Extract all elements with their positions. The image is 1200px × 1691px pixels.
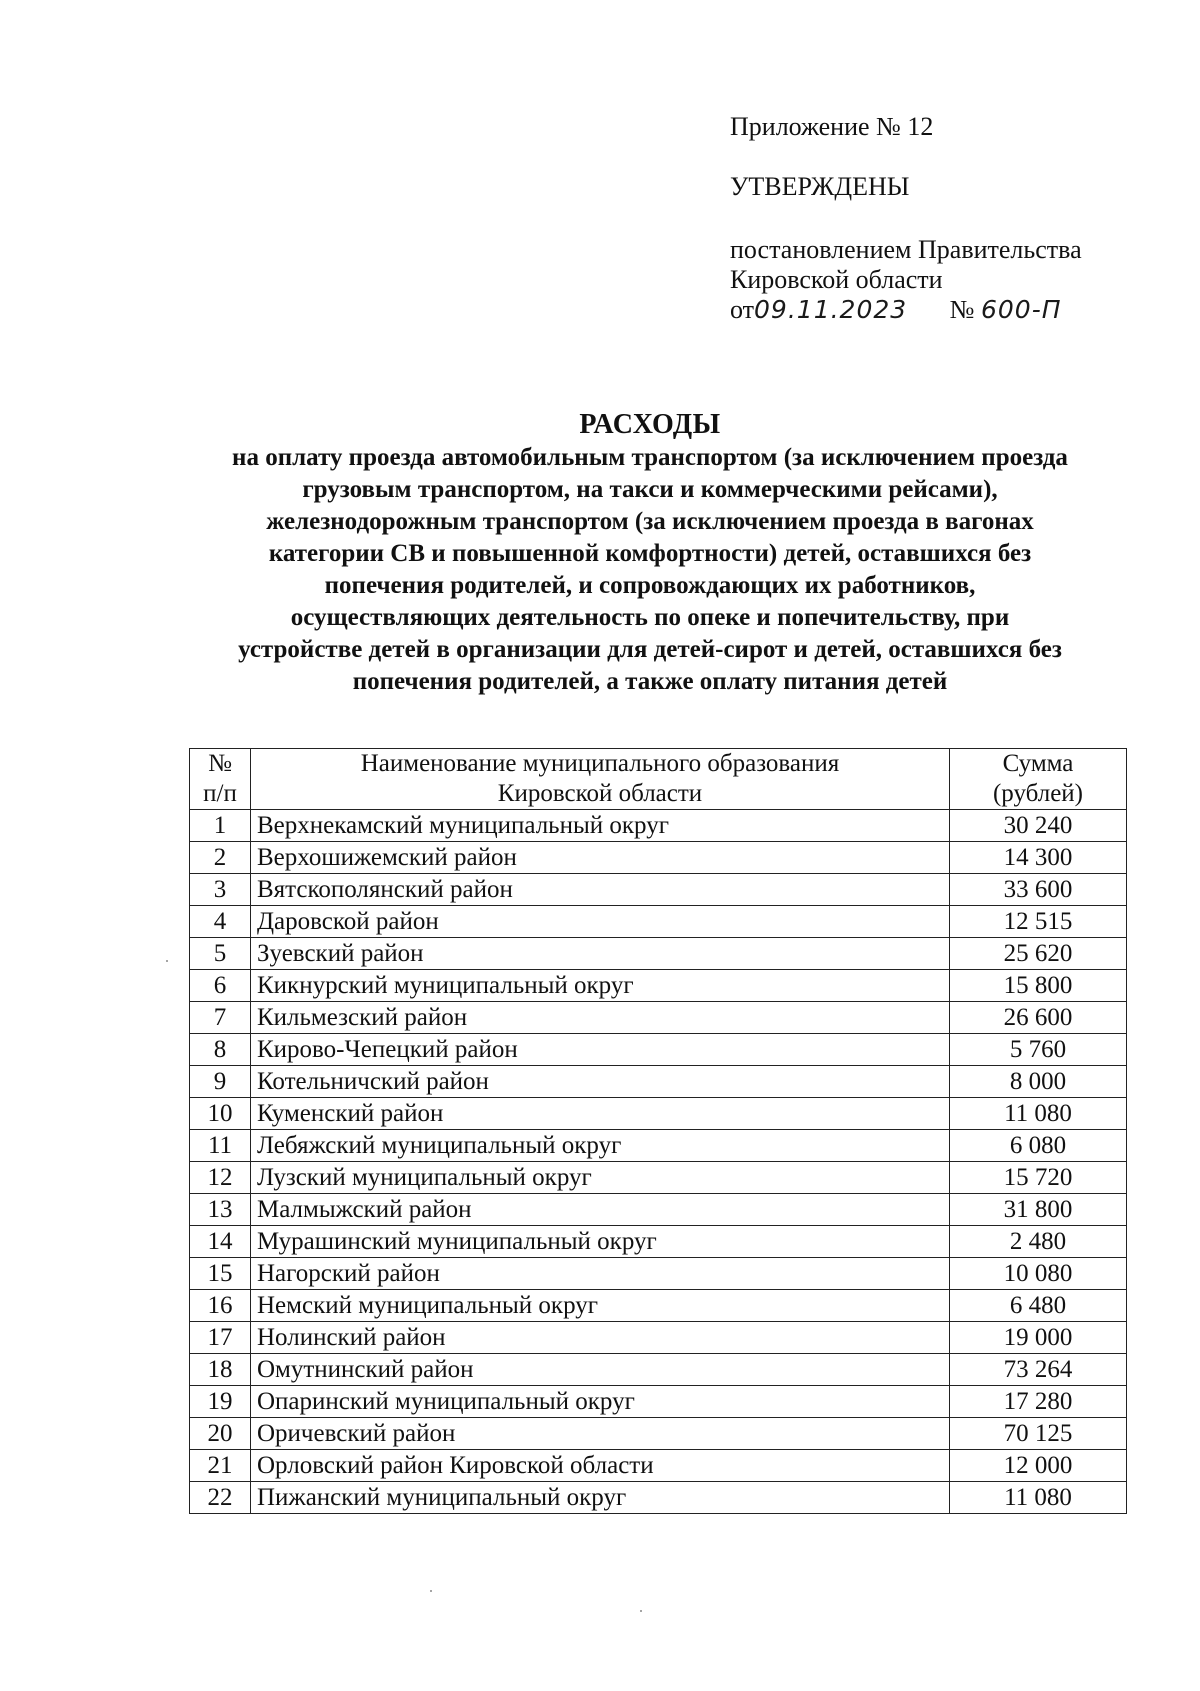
row-municipality-name: Зуевский район <box>251 938 950 970</box>
row-sum: 5 760 <box>950 1034 1127 1066</box>
row-number: 20 <box>190 1418 251 1450</box>
handwritten-number: 600-П <box>980 295 1062 324</box>
row-municipality-name: Лузский муниципальный округ <box>251 1162 950 1194</box>
row-number: 17 <box>190 1322 251 1354</box>
table-row <box>190 874 1127 906</box>
row-sum: 31 800 <box>950 1194 1127 1226</box>
row-number: 22 <box>190 1482 251 1514</box>
title-line: осуществляющих деятельность по опеке и попечительству, при <box>290 604 1010 631</box>
header-number <box>190 749 251 810</box>
approved-label: УТВЕРЖДЕНЫ <box>730 172 910 201</box>
row-sum: 11 080 <box>950 1482 1127 1514</box>
title-line: категории СВ и повышенной комфортности) детей, оставшихся без <box>268 540 1032 567</box>
row-number: 16 <box>190 1290 251 1322</box>
row-municipality-name: Котельничский район <box>251 1066 950 1098</box>
expenses-table <box>189 748 1127 1514</box>
table-row <box>190 1162 1127 1194</box>
table-row <box>190 1258 1127 1290</box>
title-line: железнодорожным транспортом (за исключением проезда в вагонах <box>266 508 1034 535</box>
approval-block <box>730 112 1170 325</box>
row-number: 1 <box>190 810 251 842</box>
title-line: грузовым транспортом, на такси и коммерческими рейсами), <box>302 476 998 503</box>
header-sum-line2: (рублей) <box>992 780 1084 807</box>
row-number: 6 <box>190 970 251 1002</box>
table-row <box>190 810 1127 842</box>
title-line: попечения родителей, а также оплату питания детей <box>352 668 948 695</box>
row-sum: 14 300 <box>950 842 1127 874</box>
row-municipality-name: Верхнекамский муниципальный округ <box>251 810 950 842</box>
row-sum: 70 125 <box>950 1418 1127 1450</box>
row-number: 5 <box>190 938 251 970</box>
table-row <box>190 1482 1127 1514</box>
row-number: 10 <box>190 1098 251 1130</box>
header-sum <box>950 749 1127 810</box>
decree-line-2: Кировской области <box>730 265 943 294</box>
scan-speck <box>166 960 168 962</box>
document-title <box>150 408 1150 698</box>
number-prefix: № <box>949 295 975 324</box>
table-row <box>190 970 1127 1002</box>
row-number: 12 <box>190 1162 251 1194</box>
header-number-line1: № <box>208 750 232 777</box>
row-municipality-name: Немский муниципальный округ <box>251 1290 950 1322</box>
handwritten-date: 09.11.2023 <box>754 295 908 324</box>
row-number: 13 <box>190 1194 251 1226</box>
decree-date-line <box>730 295 1170 325</box>
row-number: 15 <box>190 1258 251 1290</box>
row-number: 3 <box>190 874 251 906</box>
table-row <box>190 1354 1127 1386</box>
row-sum: 8 000 <box>950 1066 1127 1098</box>
row-number: 21 <box>190 1450 251 1482</box>
row-municipality-name: Кирово-Чепецкий район <box>251 1034 950 1066</box>
row-sum: 12 515 <box>950 906 1127 938</box>
row-sum: 73 264 <box>950 1354 1127 1386</box>
title-line: на оплату проезда автомобильным транспортом (за исключением проезда <box>232 444 1068 471</box>
appendix-label: Приложение № 12 <box>730 112 934 141</box>
row-municipality-name: Даровской район <box>251 906 950 938</box>
table-row <box>190 1226 1127 1258</box>
row-municipality-name: Опаринский муниципальный округ <box>251 1386 950 1418</box>
table-header-row <box>190 749 1127 810</box>
header-name-line1: Наименование муниципального образования <box>360 750 840 777</box>
table-row <box>190 1386 1127 1418</box>
row-sum: 30 240 <box>950 810 1127 842</box>
row-sum: 10 080 <box>950 1258 1127 1290</box>
row-sum: 15 800 <box>950 970 1127 1002</box>
row-number: 19 <box>190 1386 251 1418</box>
row-sum: 2 480 <box>950 1226 1127 1258</box>
table-row <box>190 1450 1127 1482</box>
title-subtitle <box>150 442 1150 698</box>
table-row <box>190 1194 1127 1226</box>
date-prefix: от <box>730 295 755 324</box>
row-number: 7 <box>190 1002 251 1034</box>
row-sum: 12 000 <box>950 1450 1127 1482</box>
row-municipality-name: Омутнинский район <box>251 1354 950 1386</box>
row-sum: 33 600 <box>950 874 1127 906</box>
row-municipality-name: Оричевский район <box>251 1418 950 1450</box>
row-municipality-name: Кикнурский муниципальный округ <box>251 970 950 1002</box>
row-sum: 11 080 <box>950 1098 1127 1130</box>
row-number: 4 <box>190 906 251 938</box>
table-row <box>190 1098 1127 1130</box>
row-municipality-name: Нагорский район <box>251 1258 950 1290</box>
table-row <box>190 842 1127 874</box>
row-number: 2 <box>190 842 251 874</box>
row-number: 11 <box>190 1130 251 1162</box>
scan-speck <box>430 1590 432 1592</box>
row-municipality-name: Куменский район <box>251 1098 950 1130</box>
header-sum-line1: Сумма <box>1002 750 1074 777</box>
title-main: РАСХОДЫ <box>579 409 721 440</box>
decree-line-1: постановлением Правительства <box>730 235 1082 264</box>
row-sum: 19 000 <box>950 1322 1127 1354</box>
row-sum: 26 600 <box>950 1002 1127 1034</box>
row-sum: 6 080 <box>950 1130 1127 1162</box>
row-sum: 17 280 <box>950 1386 1127 1418</box>
table-row <box>190 1034 1127 1066</box>
row-municipality-name: Мурашинский муниципальный округ <box>251 1226 950 1258</box>
table-row <box>190 1418 1127 1450</box>
row-number: 8 <box>190 1034 251 1066</box>
header-name <box>251 749 950 810</box>
row-municipality-name: Пижанский муниципальный округ <box>251 1482 950 1514</box>
row-municipality-name: Малмыжский район <box>251 1194 950 1226</box>
row-municipality-name: Лебяжский муниципальный округ <box>251 1130 950 1162</box>
row-number: 9 <box>190 1066 251 1098</box>
row-sum: 15 720 <box>950 1162 1127 1194</box>
table-row <box>190 1322 1127 1354</box>
row-sum: 25 620 <box>950 938 1127 970</box>
title-line: устройстве детей в организации для детей-сирот и детей, оставшихся без <box>238 636 1062 663</box>
table-row <box>190 1130 1127 1162</box>
header-number-line2: п/п <box>203 780 237 807</box>
row-number: 14 <box>190 1226 251 1258</box>
table-row <box>190 938 1127 970</box>
row-municipality-name: Вятскополянский район <box>251 874 950 906</box>
table-row <box>190 1066 1127 1098</box>
table-row <box>190 1002 1127 1034</box>
table-row <box>190 906 1127 938</box>
scan-speck <box>640 1610 642 1612</box>
row-sum: 6 480 <box>950 1290 1127 1322</box>
table-row <box>190 1290 1127 1322</box>
title-line: попечения родителей, и сопровождающих их работников, <box>324 572 976 599</box>
row-municipality-name: Нолинский район <box>251 1322 950 1354</box>
header-name-line2: Кировской области <box>497 780 703 807</box>
row-number: 18 <box>190 1354 251 1386</box>
row-municipality-name: Верхошижемский район <box>251 842 950 874</box>
row-municipality-name: Орловский район Кировской области <box>251 1450 950 1482</box>
table-body <box>190 810 1127 1514</box>
row-municipality-name: Кильмезский район <box>251 1002 950 1034</box>
